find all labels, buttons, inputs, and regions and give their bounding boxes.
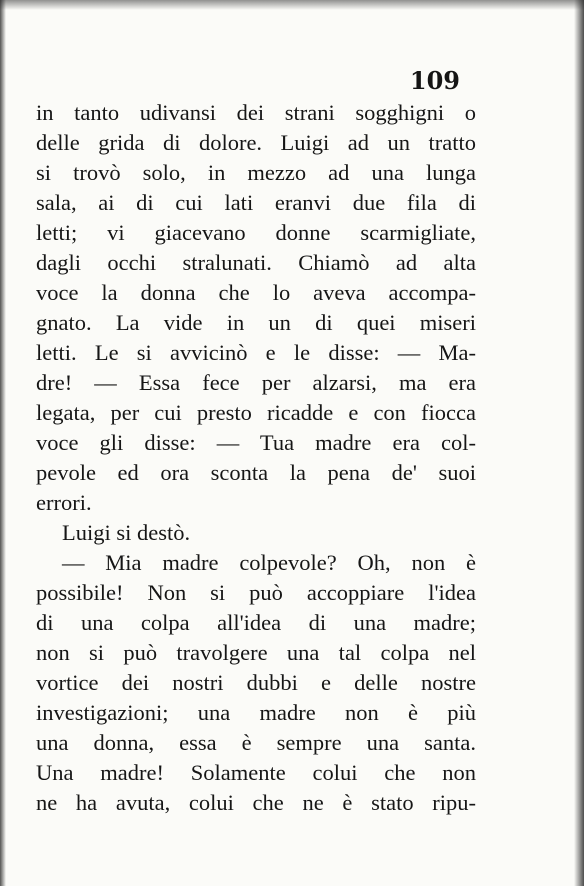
page-top-shadow — [0, 0, 584, 10]
text-line: dagli occhi stralunati. Chiamò ad alta — [36, 250, 476, 275]
page-right-shadow — [574, 0, 584, 886]
text-line: voce la donna che lo aveva accompa- — [36, 280, 476, 305]
text-line: si trovò solo, in mezzo ad una lunga — [36, 160, 476, 185]
text-line: investigazioni; una madre non è più — [36, 700, 476, 725]
body-text — [36, 98, 476, 818]
text-line: voce gli disse: — Tua madre era col- — [36, 430, 476, 455]
text-line: ne ha avuta, colui che ne è stato ripu- — [36, 790, 476, 815]
text-line: Una madre! Solamente colui che non — [36, 760, 476, 785]
text-line: Luigi si destò. — [62, 520, 191, 545]
text-line: possibile! Non si può accoppiare l'idea — [36, 580, 476, 605]
page-left-shadow — [0, 0, 6, 886]
text-line: in tanto udivansi dei strani sogghigni o — [36, 100, 476, 125]
text-line: pevole ed ora sconta la pena de' suoi — [36, 460, 476, 485]
text-line: sala, ai di cui lati eranvi due fila di — [36, 190, 476, 215]
text-line: gnato. La vide in un di quei miseri — [36, 310, 476, 335]
text-line: delle grida di dolore. Luigi ad un tratto — [36, 130, 476, 155]
text-line: errori. — [36, 490, 92, 515]
text-line: non si può travolgere una tal colpa nel — [36, 640, 476, 665]
text-line: vortice dei nostri dubbi e delle nostre — [36, 670, 476, 695]
text-line: letti; vi giacevano donne scarmigliate, — [36, 220, 476, 245]
text-line: — Mia madre colpevole? Oh, non è — [62, 550, 476, 575]
page-number: 109 — [409, 66, 460, 95]
text-line: di una colpa all'idea di una madre; — [36, 610, 476, 635]
text-line: una donna, essa è sempre una santa. — [36, 730, 476, 755]
text-line: legata, per cui presto ricadde e con fiocca — [36, 400, 476, 425]
text-line: letti. Le si avvicinò e le disse: — Ma- — [36, 340, 476, 365]
text-line: dre! — Essa fece per alzarsi, ma era — [36, 370, 476, 395]
